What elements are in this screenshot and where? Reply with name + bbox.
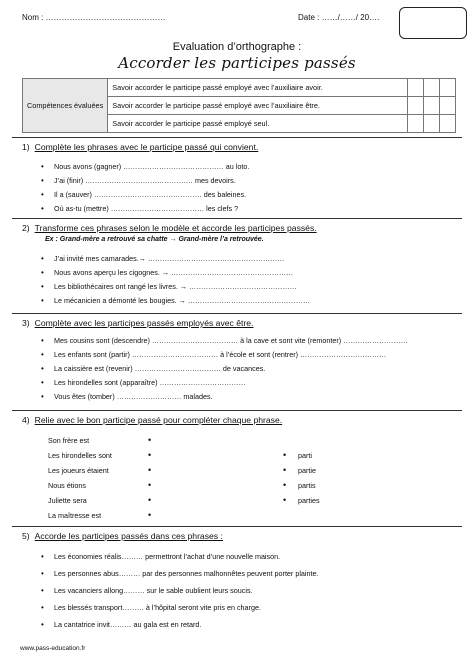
exercise-text[interactable]: Les personnes abus……… par des personnes malhonnêtes peuvent porter plainte.: [54, 569, 319, 578]
bullet-icon: •: [41, 336, 44, 345]
exercise-text[interactable]: Il a (sauver) ……………………………………… des baleines.: [54, 190, 247, 199]
match-dot-right[interactable]: •: [283, 465, 287, 475]
competence-check-box[interactable]: [424, 115, 440, 133]
match-dot-left[interactable]: •: [148, 435, 152, 445]
bullet-icon: •: [41, 190, 44, 199]
footer-url[interactable]: www.pass-education.fr: [20, 645, 86, 652]
section-3-heading: [22, 318, 253, 328]
competences-label: Compétences évaluées: [23, 79, 108, 133]
section-1-heading: [22, 142, 258, 152]
exercise-text[interactable]: J’ai invité mes camarades.→ …………………………………………………: [54, 254, 285, 263]
list-item: [41, 254, 284, 263]
section-title: Complète les phrases avec le participe passé qui convient.: [34, 142, 259, 152]
section-number: 5): [22, 531, 30, 541]
bullet-icon: •: [41, 392, 44, 401]
section-number: 4): [22, 415, 30, 425]
section-title: Transforme ces phrases selon le modèle et accorde les participes passés.: [34, 223, 317, 233]
name-field[interactable]: Nom : ………………………………………: [22, 13, 166, 22]
competence-check-box[interactable]: [440, 97, 456, 115]
match-dot-left[interactable]: •: [148, 495, 152, 505]
match-right-item: partis: [298, 481, 316, 490]
exercise-text[interactable]: Les hirondelles sont (apparaître) ………………………………: [54, 378, 246, 387]
section-divider: [12, 218, 462, 219]
section-2-heading: [22, 223, 317, 233]
bullet-icon: •: [41, 569, 44, 578]
match-right-item: partie: [298, 466, 316, 475]
competence-check-box[interactable]: [424, 97, 440, 115]
match-left-item: Son frère est: [48, 436, 90, 445]
example-text: Ex : Grand-mère a retrouvé sa chatte → Grand-mère l’a retrouvée.: [45, 236, 264, 243]
list-item: [41, 378, 246, 387]
competence-check-box[interactable]: [440, 115, 456, 133]
list-item: [41, 620, 201, 629]
exercise-text[interactable]: Les économies réalis……… permettront l’achat d’une nouvelle maison.: [54, 552, 281, 561]
section-5-heading: [22, 531, 223, 541]
match-dot-left[interactable]: •: [148, 480, 152, 490]
list-item: [41, 586, 253, 595]
match-dot-right[interactable]: •: [283, 480, 287, 490]
section-number: 1): [22, 142, 30, 152]
page-subtitle: Evaluation d’orthographe :: [172, 41, 302, 53]
bullet-icon: •: [41, 162, 44, 171]
score-box[interactable]: [399, 7, 467, 39]
bullet-icon: •: [41, 176, 44, 185]
match-left-item: Juliette sera: [48, 496, 87, 505]
competence-check-box[interactable]: [408, 79, 424, 97]
exercise-text[interactable]: Les enfants sont (partir) ……………………………… à l’école et sont (rentrer) ………………………………: [54, 350, 387, 359]
section-number: 2): [22, 223, 30, 233]
exercise-text[interactable]: Les vacanciers allong……… sur le sable oublient leurs soucis.: [54, 586, 253, 595]
section-divider: [12, 313, 462, 314]
list-item: [41, 176, 236, 185]
section-divider: [12, 410, 462, 411]
exercise-text[interactable]: Nous avons aperçu les cigognes. → ……………………………………………: [54, 268, 294, 277]
section-4-heading: [22, 415, 282, 425]
list-item: [41, 336, 408, 345]
match-dot-left[interactable]: •: [148, 450, 152, 460]
match-left-item: Nous étions: [48, 481, 86, 490]
section-title: Complète avec les participes passés employés avec être.: [34, 318, 254, 328]
match-left-item: La maîtresse est: [48, 511, 102, 520]
bullet-icon: •: [41, 586, 44, 595]
list-item: [41, 350, 386, 359]
match-right-item: parti: [298, 451, 312, 460]
exercise-text[interactable]: Vous êtes (tomber) ……………………… malades.: [54, 392, 213, 401]
list-item: [41, 282, 297, 291]
bullet-icon: •: [41, 364, 44, 373]
exercise-text[interactable]: Mes cousins sont (descendre) ……………………………… à la cave et sont vite (remonter) ………………………: [54, 336, 408, 345]
exercise-text[interactable]: Où as-tu (mettre) ………………………………… les clefs ?: [54, 204, 239, 213]
competence-check-box[interactable]: [408, 97, 424, 115]
list-item: [41, 552, 280, 561]
bullet-icon: •: [41, 268, 44, 277]
competence-item: Savoir accorder le participe passé employé seul.: [108, 115, 408, 133]
exercise-text[interactable]: Les bibliothécaires ont rangé les livres. → ………………………………………: [54, 282, 297, 291]
bullet-icon: •: [41, 282, 44, 291]
list-item: [41, 190, 246, 199]
bullet-icon: •: [41, 378, 44, 387]
competence-check-box[interactable]: [424, 79, 440, 97]
list-item: [41, 162, 249, 171]
match-dot-right[interactable]: •: [283, 450, 287, 460]
section-number: 3): [22, 318, 30, 328]
date-field[interactable]: Date : ……/……/ 20….: [298, 13, 380, 22]
match-right-item: parties: [298, 496, 320, 505]
match-dot-left[interactable]: •: [148, 510, 152, 520]
list-item: [41, 392, 213, 401]
match-left-item: Les hirondelles sont: [48, 451, 112, 460]
bullet-icon: •: [41, 603, 44, 612]
bullet-icon: •: [41, 204, 44, 213]
exercise-text[interactable]: La caissière est (revenir) ……………………………… de vacances.: [54, 364, 266, 373]
section-title: Accorde les participes passés dans ces phrases :: [34, 531, 223, 541]
list-item: [41, 364, 265, 373]
match-left-item: Les joueurs étaient: [48, 466, 109, 475]
competences-table: [22, 78, 456, 133]
match-dot-left[interactable]: •: [148, 465, 152, 475]
bullet-icon: •: [41, 552, 44, 561]
bullet-icon: •: [41, 296, 44, 305]
section-divider: [12, 137, 462, 138]
page-title: Accorder les participes passés: [118, 54, 356, 72]
list-item: [41, 569, 319, 578]
bullet-icon: •: [41, 254, 44, 263]
bullet-icon: •: [41, 350, 44, 359]
list-item: [41, 296, 310, 305]
match-dot-right[interactable]: •: [283, 495, 287, 505]
list-item: [41, 603, 261, 612]
competence-item: Savoir accorder le participe passé employé avec l’auxiliaire être.: [108, 97, 408, 115]
competence-check-box[interactable]: [408, 115, 424, 133]
section-title: Relie avec le bon participe passé pour compléter chaque phrase.: [34, 415, 283, 425]
competence-check-box[interactable]: [440, 79, 456, 97]
exercise-text[interactable]: Le mécanicien a démonté les bougies. → ……………………………………………: [54, 296, 311, 305]
list-item: [41, 204, 238, 213]
exercise-text[interactable]: J’ai (finir) ……………………………………… mes devoirs.: [54, 176, 236, 185]
competence-item: Savoir accorder le participe passé employé avec l’auxiliaire avoir.: [108, 79, 408, 97]
section-divider: [12, 526, 462, 527]
exercise-text[interactable]: Nous avons (gagner) …………………………………… au loto.: [54, 162, 250, 171]
exercise-text[interactable]: La cantatrice invit……… au gala est en retard.: [54, 620, 202, 629]
exercise-text[interactable]: Les blessés transport……… à l’hôpital seront vite pris en charge.: [54, 603, 261, 612]
list-item: [41, 268, 293, 277]
bullet-icon: •: [41, 620, 44, 629]
